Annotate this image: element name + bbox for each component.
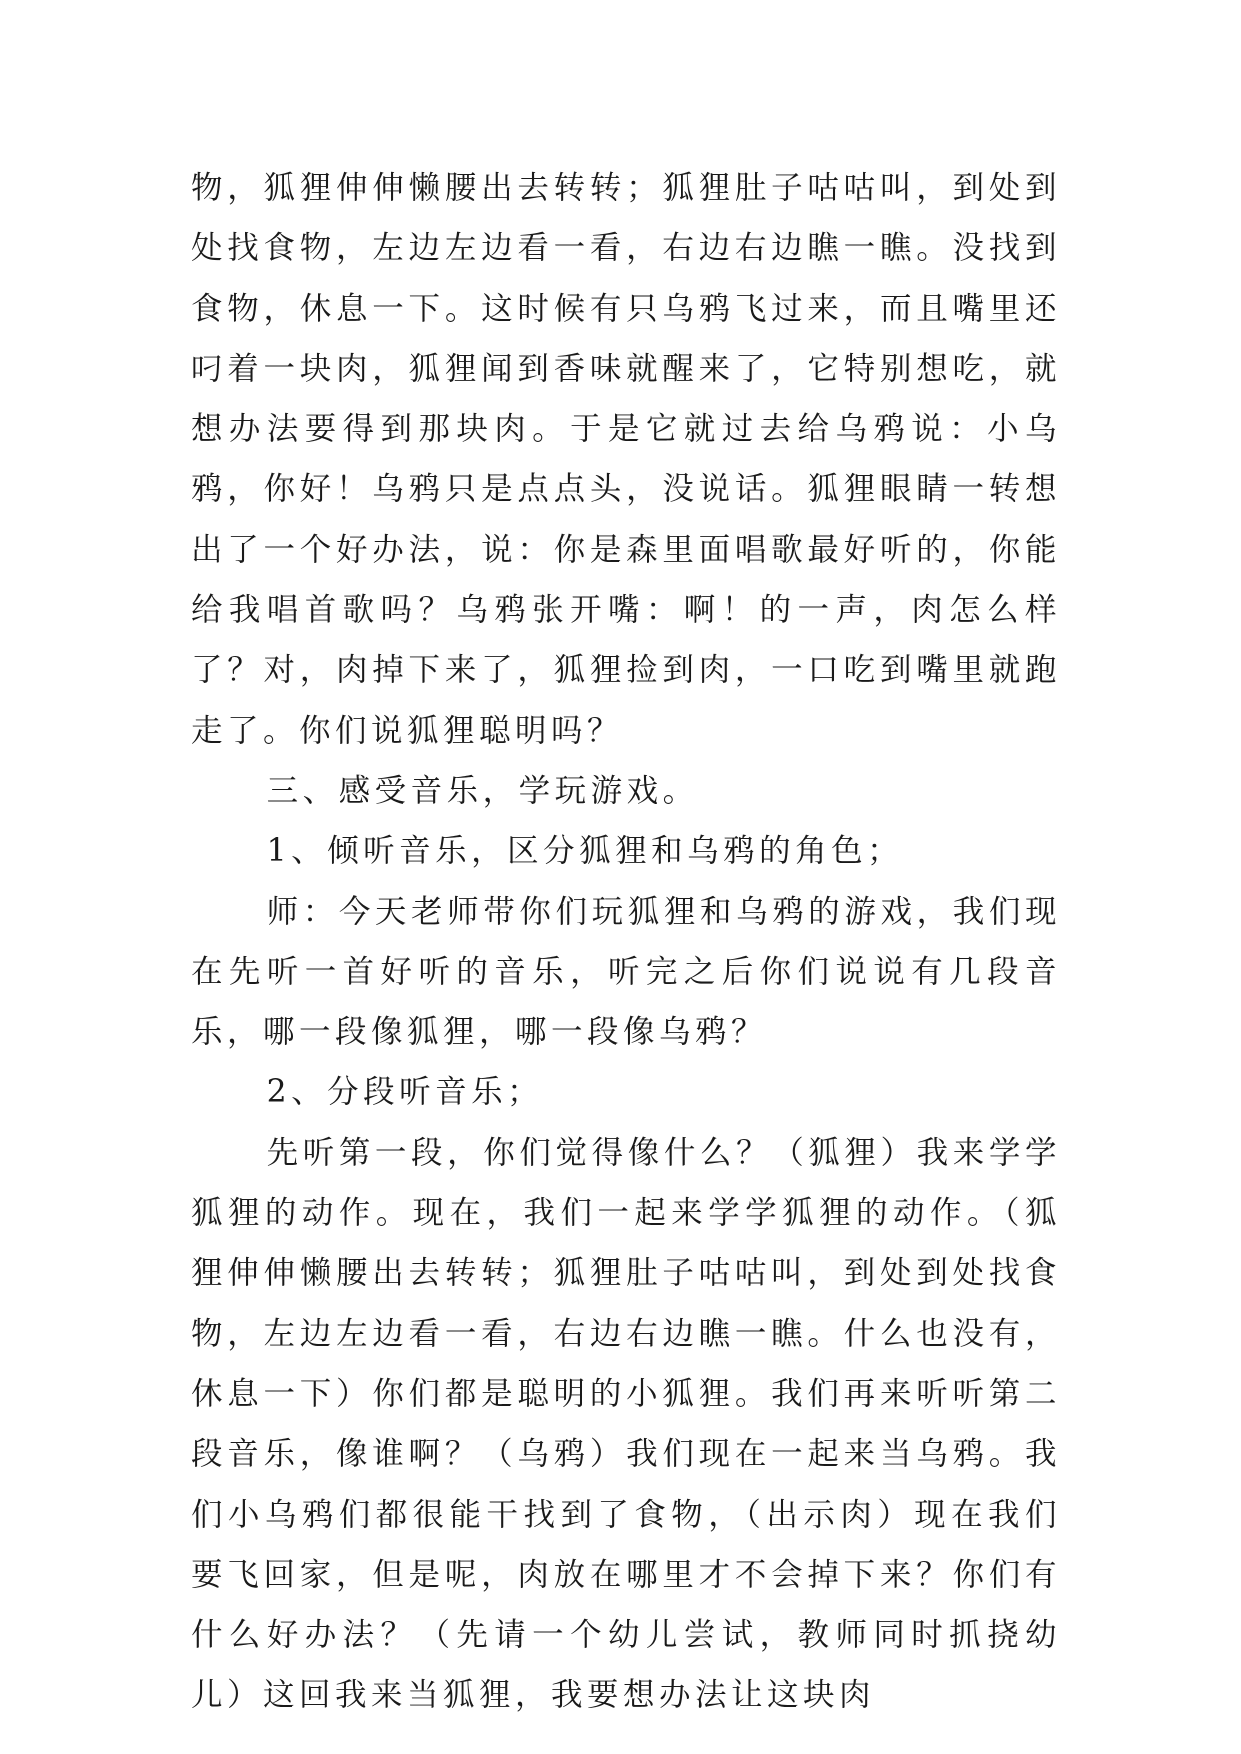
activity-paragraph: 先听第一段，你们觉得像什么？（狐狸）我来学学狐狸的动作。现在，我们一起来学学狐狸的动作。（狐狸伸伸懒腰出去转转；狐狸肚子咕咕叫，到处到处找食物，左边左边看一看，右边右边瞧一瞧。什么也没有，休息一下）你们都是聪明的小狐狸。我们再来听听第二段音乐，像谁啊？（乌鸦）我们现在一起来当乌鸦。我们小乌鸦们都很能干找到了食物，（出示肉）现在我们要飞回家，但是呢，肉放在哪里才不会掉下来？你们有什么好办法？（先请一个幼儿尝试，教师同时抓挠幼儿）这回我来当狐狸，我要想办法让这块肉 — [191, 1134, 1061, 1714]
step-2-heading: 2、分段听音乐； — [266, 1074, 544, 1111]
story-paragraph: 物，狐狸伸伸懒腰出去转转；狐狸肚子咕咕叫，到处到处找食物，左边左边看一看，右边右边瞧一瞧。没找到食物，休息一下。这时候有只乌鸦飞过来，而且嘴里还叼着一块肉，狐狸闻到香味就醒来了，它特别想吃，就想办法要得到那块肉。于是它就过去给乌鸦说：小乌鸦，你好！乌鸦只是点点头，没说话。狐狸眼睛一转想出了一个好办法，说：你是森里面唱歌最好听的，你能给我唱首歌吗？乌鸦张开嘴：啊！的一声，肉怎么样了？对，肉掉下来了，狐狸捡到肉，一口吃到嘴里就跑走了。你们说狐狸聪明吗？ — [191, 170, 1061, 749]
teacher-instruction-paragraph: 师：今天老师带你们玩狐狸和乌鸦的游戏，我们现在先听一首好听的音乐，听完之后你们说说有几段音乐，哪一段像狐狸，哪一段像乌鸦？ — [191, 893, 1061, 1051]
section-heading-music-game: 三、感受音乐，学玩游戏。 — [266, 772, 699, 809]
document-body — [191, 158, 1061, 1726]
step-1-heading: 1、倾听音乐，区分狐狸和乌鸦的角色； — [266, 833, 904, 870]
